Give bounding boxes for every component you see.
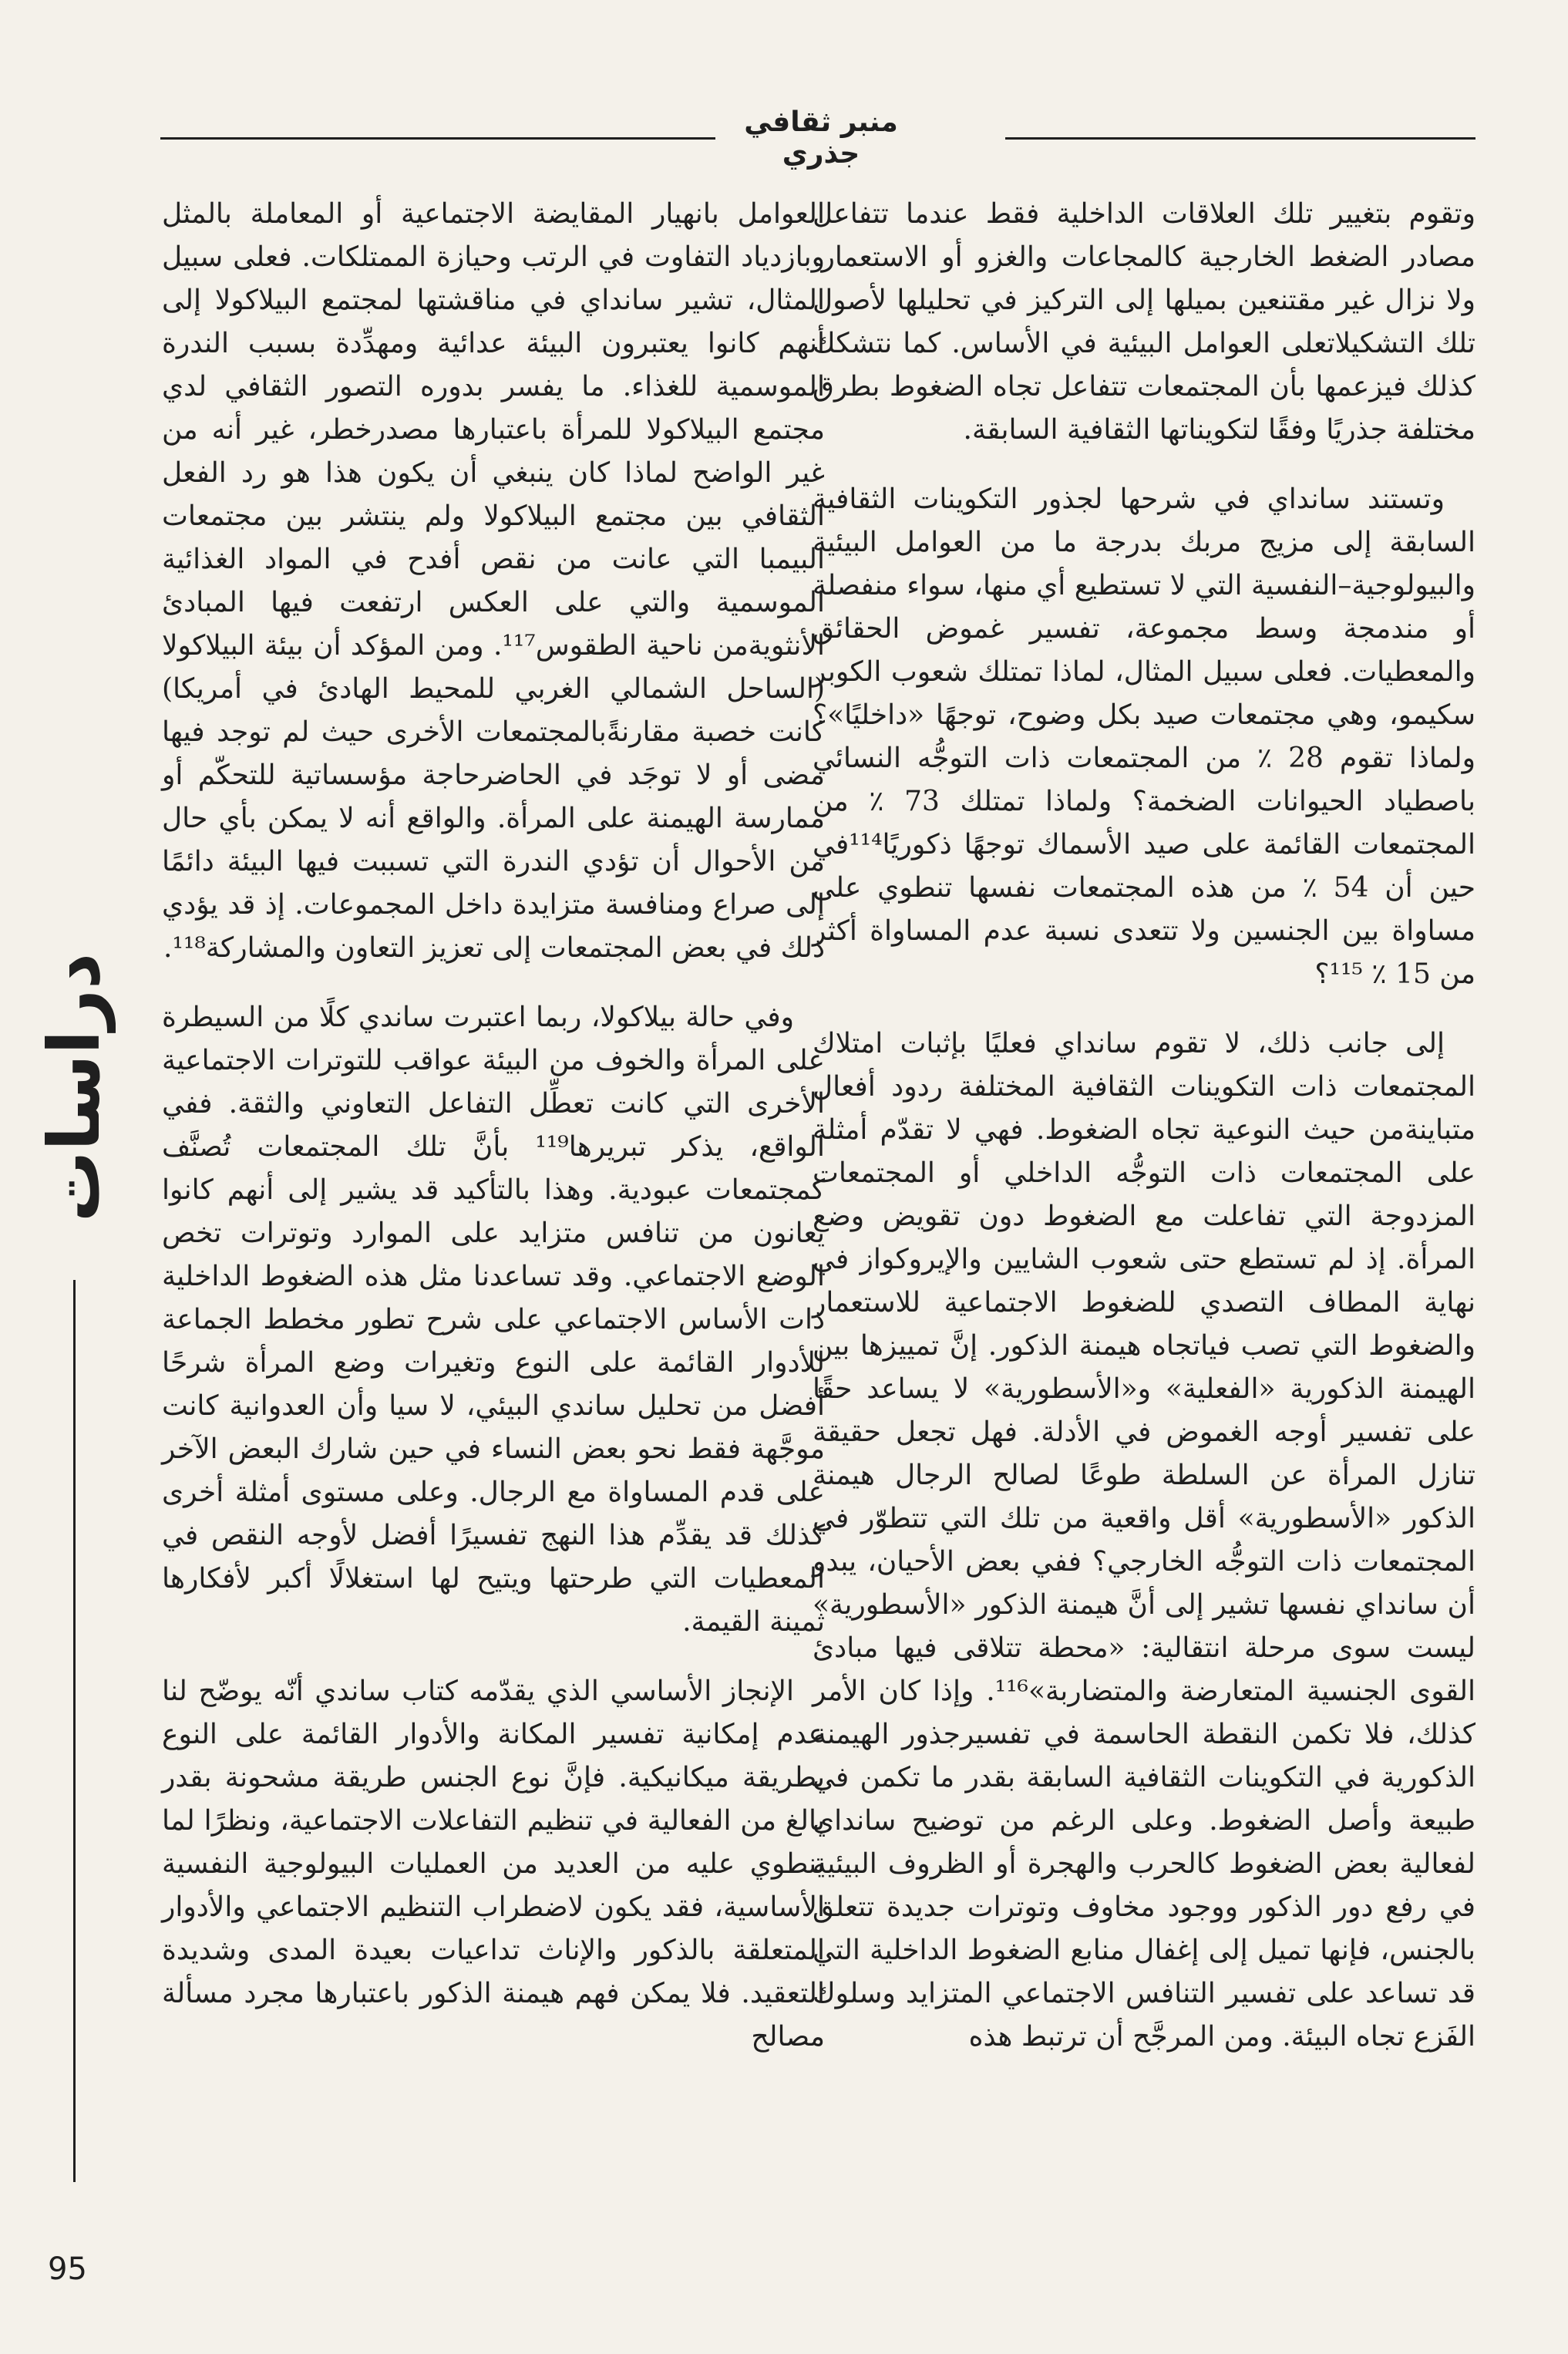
- paragraph: إلى جانب ذلك، لا تقوم سانداي فعليًا بإثبات امتلاك المجتمعات ذات التكوينات الثقافية المختلفة ردود أفعال متباينةمن حيث النوعية تجاه الضغوط. فهي لا تقدّم أمثلة على المجتمعات ذات التوجُّه الداخلي أو المجتمعات المزدوجة التي تفاعلت مع الضغوط دون تقويض وضع المرأة. إذ لم تستطع حتى شعوب الشايين والإيروكواز في نهاية المطاف التصدي للضغوط الاجتماعية للاستعمار والضغوط التي تصب فياتجاه هيمنة الذكور. إنَّ تمييزها بين الهيمنة الذكورية «الفعلية» و«الأسطورية» لا يساعد حقًا على تفسير أوجه الغموض في الأدلة. فهل تجعل حقيقة تنازل المرأة عن السلطة طوعًا لصالح الرجال هيمنة الذكور «الأسطورية» أقل واقعية من تلك التي تتطوّر في المجتمعات ذات التوجُّه الخارجي؟ ففي بعض الأحيان، يبدو أن سانداي نفسها تشير إلى أنَّ هيمنة الذكور «الأسطورية» ليست سوى مرحلة انتقالية: «محطة تتلاقى فيها مبادئ القوى الجنسية المتعارضة والمتضاربة»¹¹⁶. وإذا كان الأمر كذلك، فلا تكمن النقطة الحاسمة في تفسيرجذور الهيمنة الذكورية في التكوينات الثقافية السابقة بقدر ما تكمن في طبيعة وأصل الضغوط. وعلى الرغم من توضيح سانداي لفعالية بعض الضغوط كالحرب والهجرة أو الظروف البيئية في رفع دور الذكور ووجود مخاوف وتوترات جديدة تتعلق بالجنس، فإنها تميل إلى إغفال منابع الضغوط الداخلية التي قد تساعد على تفسير التنافس الاجتماعي المتزايد وسلوك الفَزع تجاه البيئة. ومن المرجَّح أن ترتبط هذه: [813, 1028, 1476, 2053]
- side-rule: [73, 1280, 76, 2182]
- paragraph: وفي حالة بيلاكولا، ربما اعتبرت ساندي كلًا من السيطرة على المرأة والخوف من البيئة عواقب للتوترات الاجتماعية الأخرى التي كانت تعطِّل التفاعل التعاوني والثقة. ففي الواقع، يذكر تبريرها¹¹⁹ بأنَّ تلك المجتمعات تُصنَّف كمجتمعات عبودية. وهذا بالتأكيد قد يشير إلى أنهم كانوا يعانون من تنافس متزايد على الموارد وتوترات تخص الوضع الاجتماعي. وقد تساعدنا مثل هذه الضغوط الداخلية ذات الأساس الاجتماعي على شرح تطور مخطط الجماعة للأدوار القائمة على النوع وتغيرات وضع المرأة شرحًا أفضل من تحليل ساندي البيئي، لا سيا وأن العدوانية كانت موجَّهة فقط نحو بعض النساء في حين شارك البعض الآخر على قدم المساواة مع الرجال. وعلى مستوى أمثلة أخرى كذلك قد يقدِّم هذا النهج تفسيرًا أفضل لأوجه النقص في المعطيات التي طرحتها ويتيح لها استغلالًا أكبر لأفكارها ثمينة القيمة.: [162, 1002, 825, 1638]
- paragraph: العوامل بانهيار المقايضة الاجتماعية أو المعاملة بالمثل وبازدياد التفاوت في الرتب وحيازة الممتلكات. فعلى سبيل المثال، تشير سانداي في مناقشتها لمجتمع البيلاكولا إلى أنهم كانوا يعتبرون البيئة عدائية ومهدِّدة بسبب الندرة الموسمية للغذاء. ما يفسر بدوره التصور الثقافي لدي مجتمع البيلاكولا للمرأة باعتبارها مصدرخطر، غير أنه من غير الواضح لماذا كان ينبغي أن يكون هذا هو رد الفعل الثقافي بين مجتمع البيلاكولا ولم ينتشر بين مجتمعات البيمبا التي عانت من نقص أفدح في المواد الغذائية الموسمية والتي على العكس ارتفعت فيها المبادئ الأنثويةمن ناحية الطقوس¹¹⁷. ومن المؤكد أن بيئة البيلاكولا (الساحل الشمالي الغربي للمحيط الهادئ في أمريكا) كانت خصبة مقارنةًبالمجتمعات الأخرى حيث لم توجد فيها مضى أو لا توجَد في الحاضرحاجة مؤسساتية للتحكّم أو ممارسة الهيمنة على المرأة. والواقع أنه لا يمكن بأي حال من الأحوال أن تؤدي الندرة التي تسببت فيها البيئة دائمًا إلى صراع ومنافسة متزايدة داخل المجموعات. إذ قد يؤدي ذلك في بعض المجتمعات إلى تعزيز التعاون والمشاركة¹¹⁸.: [162, 198, 825, 964]
- journal-title: منبر ثقافي جذري: [744, 106, 898, 170]
- paragraph: وتستند سانداي في شرحها لجذور التكوينات الثقافية السابقة إلى مزيج مربك بدرجة ما من العوامل البيئية والبيولوجية–النفسية التي لا تستطيع أي منها، سواء منفصلة أو مندمجة وسط مجموعة، تفسير غموض الحقائق والمعطيات. فعلى سبيل المثال، لماذا تمتلك شعوب الكوبر سكيمو، وهي مجتمعات صيد بكل وضوح، توجهًا «داخليًا»؟ ولماذا تقوم 28 ٪ من المجتمعات ذات التوجُّه النسائي باصطياد الحيوانات الضخمة؟ ولماذا تمتلك 73 ٪ من المجتمعات القائمة على صيد الأسماك توجهًا ذكوريًا¹¹⁴في حين أن 54 ٪ من هذه المجتمعات نفسها تنطوي على مساواة بين الجنسين ولا تتعدى نسبة عدم المساواة أكثر من 15 ٪ ¹¹⁵؟: [812, 483, 1475, 990]
- page-number: 95: [48, 2251, 87, 2287]
- header-rule-left: [160, 137, 715, 140]
- section-label: دراسات: [33, 952, 116, 1222]
- right-column: [813, 193, 1475, 2085]
- header-rule-right: [1005, 137, 1475, 140]
- paragraph: الإنجاز الأساسي الذي يقدّمه كتاب ساندي أنّه يوضّح لنا عدم إمكانية تفسير المكانة والأدوار القائمة على النوع بطريقة ميكانيكية. فإنَّ نوع الجنس طريقة مشحونة بقدر بالغ من الفعالية في تنظيم التفاعلات الاجتماعية، ونظرًا لما ينطوي عليه من العديد من العمليات البيولوجية النفسية الأساسية، فقد يكون لاضطراب التنظيم الاجتماعي والأدوار المتعلقة بالذكور والإناث تداعيات بعيدة المدى وشديدة التعقيد. فلا يمكن فهم هيمنة الذكور باعتبارها مجرد مسألة مصالح: [162, 1675, 825, 2053]
- left-column: [162, 193, 825, 2085]
- paragraph: وتقوم بتغيير تلك العلاقات الداخلية فقط عندما تتفاعل مصادر الضغط الخارجية كالمجاعات والغزو أو الاستعمار. ولا نزال غير مقتنعين بميلها إلى التركيز في تحليلها لأصول تلك التشكيلاتعلى العوامل البيئية في الأساس. كما نتشكك كذلك فيزعمها بأن المجتمعات تتفاعل تجاه الضغوط بطرق مختلفة جذريًا وفقًا لتكويناتها الثقافية السابقة.: [813, 198, 1475, 446]
